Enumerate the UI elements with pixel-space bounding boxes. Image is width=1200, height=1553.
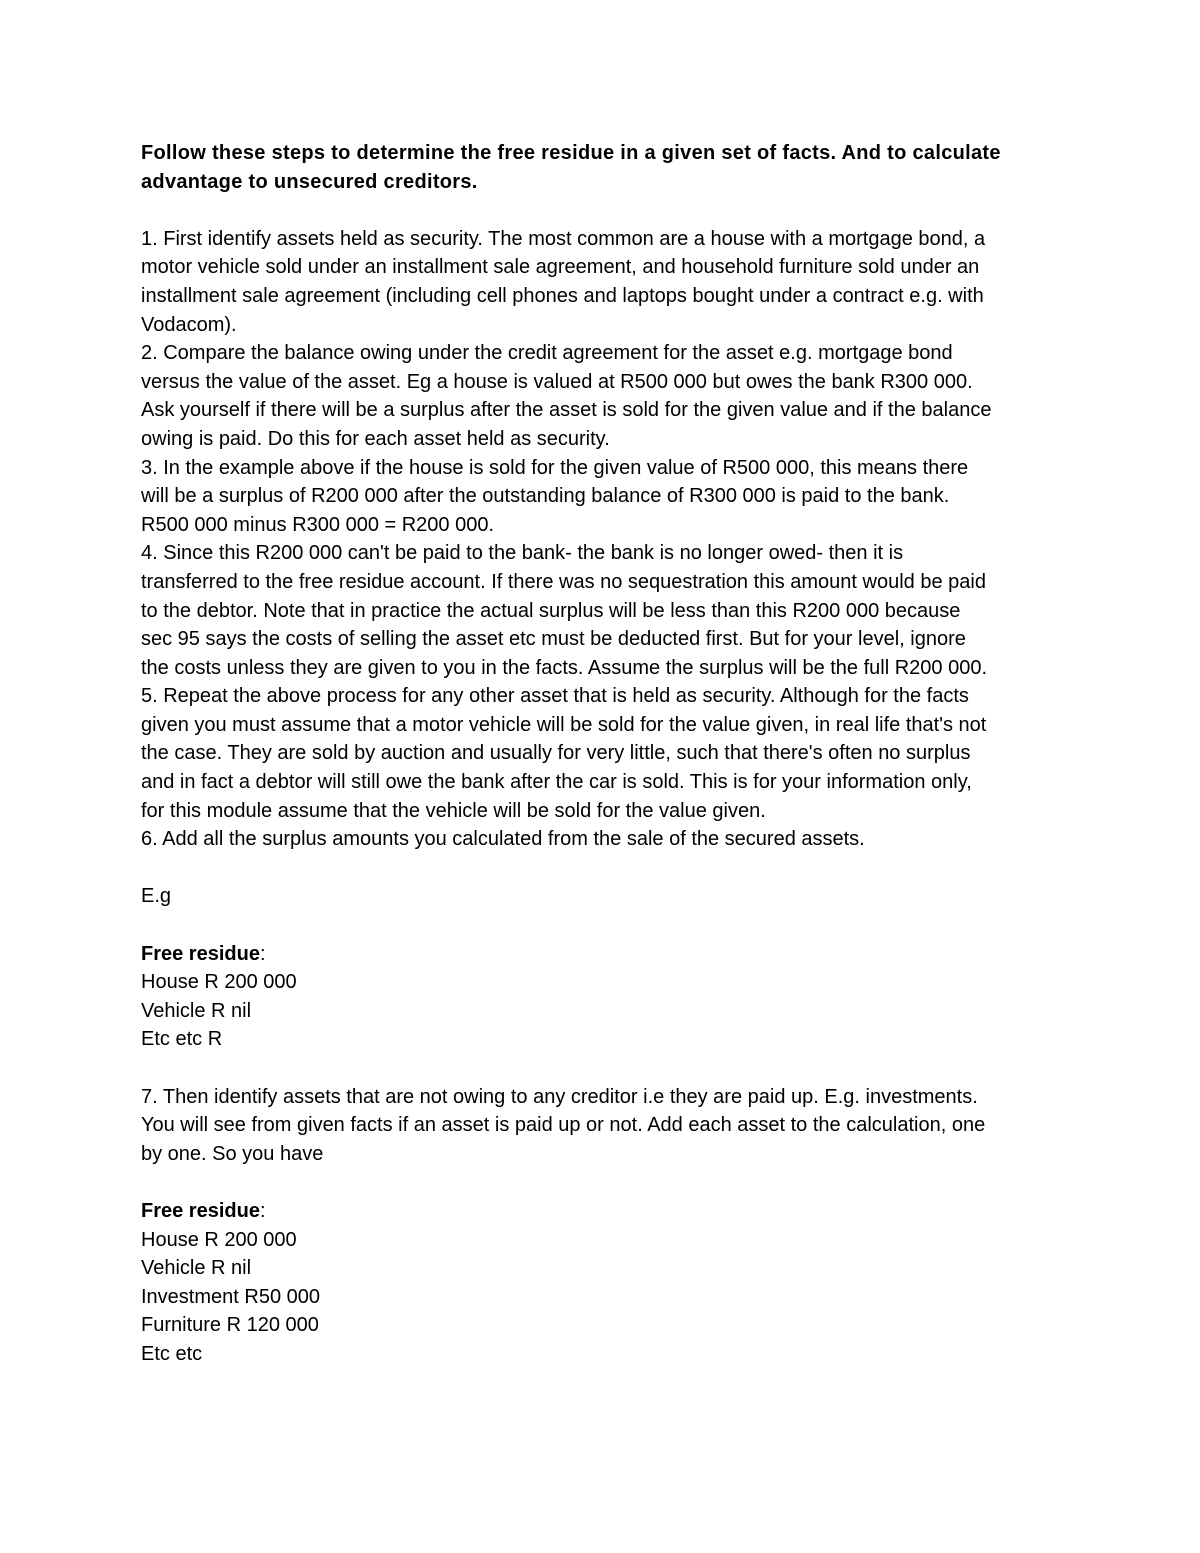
free-residue-title-text: Free residue bbox=[141, 1199, 260, 1222]
step-7-line: 7. Then identify assets that are not owing to any creditor i.e they are paid up. E.g. investments. bbox=[141, 1085, 978, 1108]
step-7-line: You will see from given facts if an asset is paid up or not. Add each asset to the calculation, one bbox=[141, 1114, 986, 1137]
free-residue-title-text: Free residue bbox=[141, 942, 260, 965]
free-residue-item: Investment R50 000 bbox=[141, 1285, 320, 1308]
steps-line: the case. They are sold by auction and usually for very little, such that there's often no surplus bbox=[141, 742, 971, 765]
steps-line: to the debtor. Note that in practice the actual surplus will be less than this R200 000 because bbox=[141, 599, 961, 622]
free-residue-example-1 bbox=[141, 940, 1066, 1054]
steps-line: Vodacom). bbox=[141, 313, 237, 336]
free-residue-example-2 bbox=[141, 1197, 1066, 1369]
steps-line: for this module assume that the vehicle will be sold for the value given. bbox=[141, 799, 766, 822]
steps-line: 3. In the example above if the house is sold for the given value of R500 000, this means there bbox=[141, 456, 969, 479]
steps-line: given you must assume that a motor vehicle will be sold for the value given, in real life that's not bbox=[141, 713, 987, 736]
free-residue-item: House R 200 000 bbox=[141, 1228, 297, 1251]
steps-line: 6. Add all the surplus amounts you calculated from the sale of the secured assets. bbox=[141, 828, 865, 851]
free-residue-item: Etc etc R bbox=[141, 1028, 223, 1051]
free-residue-item: Etc etc bbox=[141, 1342, 203, 1365]
steps-line: the costs unless they are given to you in the facts. Assume the surplus will be the full R200 000. bbox=[141, 656, 988, 679]
steps-line: 2. Compare the balance owing under the credit agreement for the asset e.g. mortgage bond bbox=[141, 342, 953, 365]
free-residue-item: Furniture R 120 000 bbox=[141, 1314, 319, 1337]
free-residue-item: Vehicle R nil bbox=[141, 999, 252, 1022]
steps-line: 4. Since this R200 000 can't be paid to the bank- the bank is no longer owed- then it is bbox=[141, 542, 904, 565]
steps-line: will be a surplus of R200 000 after the outstanding balance of R300 000 is paid to the bank. bbox=[141, 485, 950, 508]
free-residue-title bbox=[141, 940, 1066, 969]
steps-line: R500 000 minus R300 000 = R200 000. bbox=[141, 513, 495, 536]
steps-section bbox=[141, 225, 1066, 854]
steps-line: transferred to the free residue account. If there was no sequestration this amount would be paid bbox=[141, 570, 986, 593]
heading-line-2: advantage to unsecured creditors. bbox=[141, 170, 478, 193]
steps-line: 5. Repeat the above process for any other asset that is held as security. Although for the facts bbox=[141, 685, 969, 708]
free-residue-colon: : bbox=[259, 1199, 266, 1222]
spacer bbox=[141, 196, 1066, 225]
steps-line: 1. First identify assets held as security. The most common are a house with a mortgage bond, a bbox=[141, 227, 986, 250]
document-heading bbox=[141, 139, 1066, 196]
steps-line: sec 95 says the costs of selling the asset etc must be deducted first. But for your level, ignore bbox=[141, 628, 966, 651]
steps-line: versus the value of the asset. Eg a house is valued at R500 000 but owes the bank R300 000. bbox=[141, 370, 973, 393]
spacer bbox=[141, 911, 1066, 940]
spacer bbox=[141, 1054, 1066, 1083]
spacer bbox=[141, 854, 1066, 883]
free-residue-title bbox=[141, 1197, 1066, 1226]
step-7-section bbox=[141, 1083, 1066, 1169]
steps-line: installment sale agreement (including cell phones and laptops bought under a contract e.g. with bbox=[141, 284, 984, 307]
steps-line: motor vehicle sold under an installment sale agreement, and household furniture sold under an bbox=[141, 256, 980, 279]
step-7-line: by one. So you have bbox=[141, 1142, 324, 1165]
steps-line: Ask yourself if there will be a surplus after the asset is sold for the given value and if the balance bbox=[141, 399, 992, 422]
spacer bbox=[141, 1168, 1066, 1197]
heading-line-1: Follow these steps to determine the free residue in a given set of facts. And to calculate bbox=[141, 142, 1001, 164]
free-residue-item: Vehicle R nil bbox=[141, 1257, 252, 1280]
free-residue-colon: : bbox=[259, 942, 266, 965]
steps-line: and in fact a debtor will still owe the bank after the car is sold. This is for your information only, bbox=[141, 771, 972, 794]
free-residue-item: House R 200 000 bbox=[141, 971, 297, 994]
steps-line: owing is paid. Do this for each asset held as security. bbox=[141, 427, 610, 450]
example-label: E.g bbox=[141, 885, 172, 908]
document-page bbox=[141, 139, 1066, 1369]
